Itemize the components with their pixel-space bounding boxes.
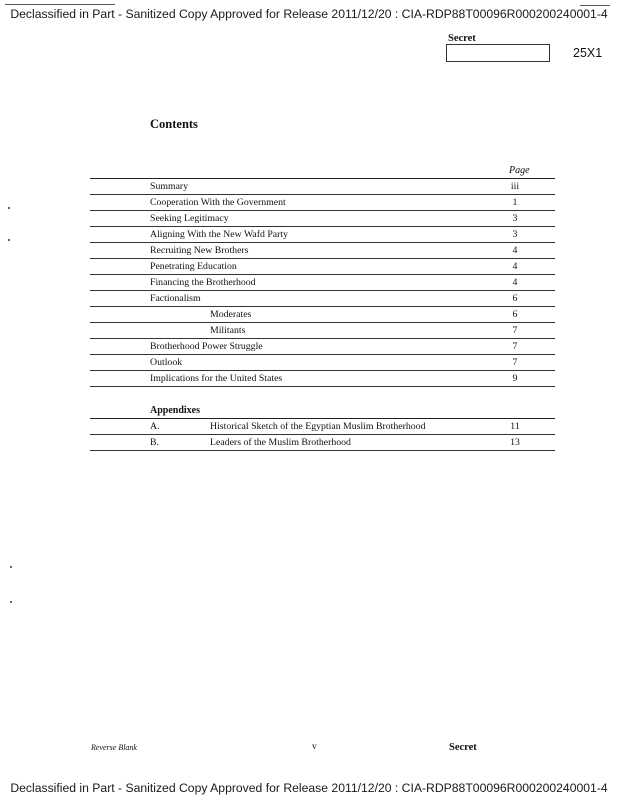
toc-page: 3: [512, 213, 518, 224]
toc-page: 1: [512, 197, 518, 208]
appendix-label: Leaders of the Muslim Brotherhood: [210, 437, 351, 448]
toc-row: [90, 291, 555, 307]
appendix-letter: A.: [150, 421, 160, 432]
toc-row-sub: [90, 323, 555, 339]
page-column-label: Page: [509, 165, 530, 176]
appendixes-table: [90, 418, 555, 451]
toc-row: [90, 275, 555, 291]
scan-speck: [8, 207, 10, 209]
scan-speck: [10, 601, 12, 603]
toc-label: Aligning With the New Wafd Party: [150, 229, 289, 240]
toc-row: [90, 371, 555, 387]
scan-speck: [8, 239, 10, 241]
top-edge-line: [580, 5, 610, 6]
appendix-row: [90, 419, 555, 435]
toc-label: Seeking Legitimacy: [150, 213, 229, 224]
toc-page: iii: [510, 181, 520, 192]
appendix-letter: B.: [150, 437, 159, 448]
toc-page: 9: [512, 373, 518, 384]
toc-page: 7: [512, 325, 518, 336]
declassification-banner-bottom: Declassified in Part - Sanitized Copy Approved for Release 2011/12/20 : CIA-RDP88T00096R000200240001-4: [10, 781, 608, 795]
toc-row: [90, 211, 555, 227]
appendix-page: 13: [510, 437, 520, 448]
toc-row: [90, 195, 555, 211]
toc-label: Summary: [150, 181, 189, 192]
toc-row: [90, 259, 555, 275]
toc-label: Brotherhood Power Struggle: [150, 341, 263, 352]
toc-page: 3: [512, 229, 518, 240]
toc-page: 7: [512, 341, 518, 352]
toc-row: [90, 339, 555, 355]
top-edge-line: [5, 4, 115, 5]
classification-label-top: Secret: [448, 33, 476, 44]
toc-page: 4: [512, 245, 518, 256]
toc-label: Implications for the United States: [150, 373, 283, 384]
toc-row: [90, 243, 555, 259]
redaction-code: 25X1: [573, 46, 603, 60]
toc-label: Recruiting New Brothers: [150, 245, 249, 256]
toc-label: Cooperation With the Government: [150, 197, 286, 208]
classification-label-bottom: Secret: [449, 742, 477, 753]
toc-label: Militants: [210, 325, 246, 336]
toc-label: Financing the Brotherhood: [150, 277, 256, 288]
declassification-banner-top: Declassified in Part - Sanitized Copy Approved for Release 2011/12/20 : CIA-RDP88T00096R000200240001-4: [10, 7, 608, 21]
footer-page-number: v: [312, 742, 317, 752]
toc-label: Factionalism: [150, 293, 201, 304]
toc-page: 4: [512, 277, 518, 288]
contents-heading: Contents: [150, 117, 198, 131]
toc-page: 6: [512, 293, 518, 304]
contents-table: [90, 178, 555, 387]
toc-page: 7: [512, 357, 518, 368]
toc-label: Outlook: [150, 357, 183, 368]
toc-row-sub: [90, 307, 555, 323]
toc-label: Penetrating Education: [150, 261, 237, 272]
toc-page: 4: [512, 261, 518, 272]
toc-row: [90, 355, 555, 371]
toc-page: 6: [512, 309, 518, 320]
toc-row: [90, 179, 555, 195]
appendix-page: 11: [510, 421, 520, 432]
appendix-row: [90, 435, 555, 451]
toc-row: [90, 227, 555, 243]
footer-reverse-blank: Reverse Blank: [91, 743, 137, 752]
appendix-label: Historical Sketch of the Egyptian Muslim Brotherhood: [210, 421, 426, 432]
appendixes-heading: Appendixes: [150, 405, 201, 416]
classification-box: [446, 44, 550, 62]
toc-label: Moderates: [210, 309, 252, 320]
scan-speck: [10, 566, 12, 568]
